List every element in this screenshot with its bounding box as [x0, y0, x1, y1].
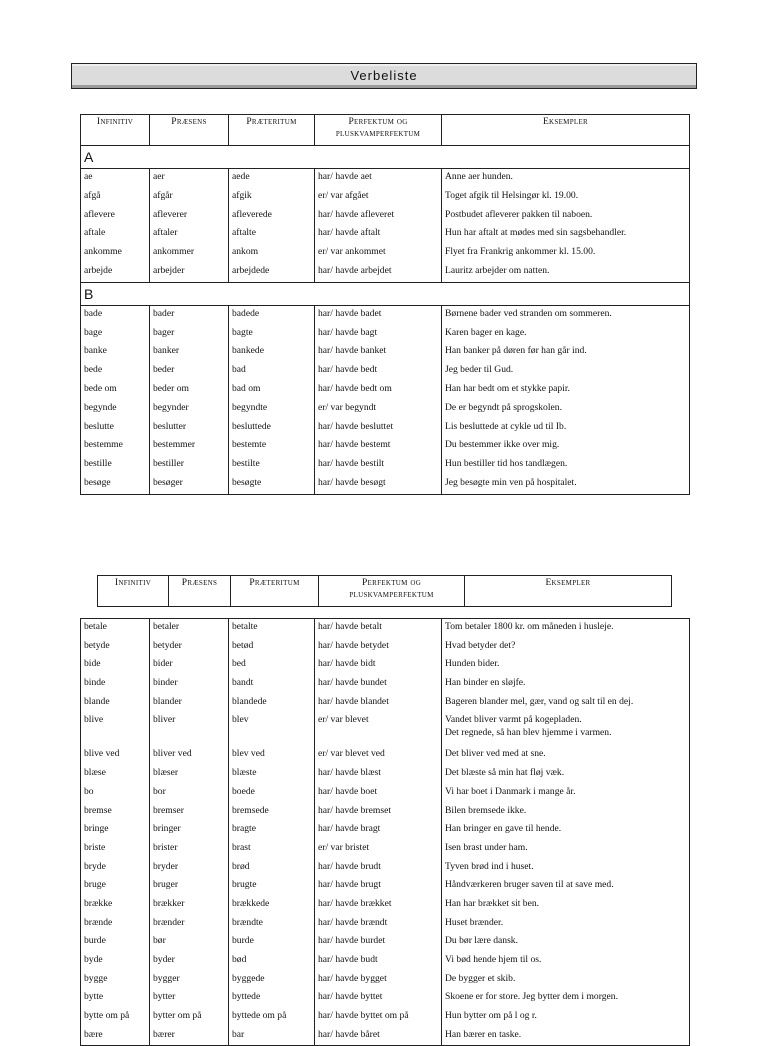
cell-praeteritum: aede [229, 169, 315, 188]
cell-perfektum: har/ havde brugt [315, 877, 442, 896]
cell-eksempel: Hun har aftalt at mødes med sin sagsbehandler. [442, 225, 690, 244]
table-row [81, 933, 690, 952]
cell-praeteritum: brændte [229, 915, 315, 934]
cell-eksempel: Hun bestiller tid hos tandlægen. [442, 456, 690, 475]
cell-eksempel: Du bør lære dansk. [442, 933, 690, 952]
cell-infinitiv: brække [81, 896, 150, 915]
cell-infinitiv: bestemme [81, 437, 150, 456]
cell-eksempel: Tom betaler 1800 kr. om måneden i husleje. [442, 619, 690, 638]
cell-praesens: aer [150, 169, 229, 188]
cell-praesens: bestemmer [150, 437, 229, 456]
cell-infinitiv: bo [81, 784, 150, 803]
table-row [81, 877, 690, 896]
cell-eksempel: Karen bager en kage. [442, 325, 690, 344]
cell-praeteritum: boede [229, 784, 315, 803]
cell-eksempel: Det bliver ved med at sne. [442, 746, 690, 765]
cell-infinitiv: afgå [81, 188, 150, 207]
cell-perfektum: har/ havde betydet [315, 638, 442, 657]
cell-eksempel: Han har bedt om et stykke papir. [442, 381, 690, 400]
cell-perfektum: har/ havde betalt [315, 619, 442, 638]
cell-eksempel: Jeg besøgte min ven på hospitalet. [442, 475, 690, 494]
cell-eksempel: Lis besluttede at cykle ud til Ib. [442, 419, 690, 438]
cell-praesens: bruger [150, 877, 229, 896]
cell-perfektum: har/ havde bedt om [315, 381, 442, 400]
cell-infinitiv: betyde [81, 638, 150, 657]
section-row [81, 282, 690, 305]
table-row [81, 915, 690, 934]
table-row [81, 437, 690, 456]
cell-praesens: banker [150, 343, 229, 362]
header-eksempler: Eksempler [442, 115, 690, 146]
table-row [81, 1027, 690, 1046]
cell-praeteritum: badede [229, 305, 315, 324]
cell-praeteritum: bad [229, 362, 315, 381]
table-row [81, 225, 690, 244]
cell-perfektum: har/ havde budt [315, 952, 442, 971]
cell-perfektum: har/ havde blæst [315, 765, 442, 784]
cell-eksempel: Huset brænder. [442, 915, 690, 934]
cell-praesens: bider [150, 656, 229, 675]
cell-infinitiv: ae [81, 169, 150, 188]
cell-praesens: beslutter [150, 419, 229, 438]
table-body [81, 146, 690, 495]
cell-praeteritum: ankom [229, 244, 315, 263]
cell-infinitiv: ankomme [81, 244, 150, 263]
table-row [81, 169, 690, 188]
table-row [81, 712, 690, 746]
cell-praesens: ankommer [150, 244, 229, 263]
cell-infinitiv: bringe [81, 821, 150, 840]
cell-praesens: blæser [150, 765, 229, 784]
header-infinitiv: Infinitiv [98, 576, 169, 607]
section-letter: A [81, 146, 690, 169]
table-row [81, 381, 690, 400]
cell-perfektum: har/ havde brudt [315, 859, 442, 878]
cell-praeteritum: bandt [229, 675, 315, 694]
cell-perfektum: har/ havde aet [315, 169, 442, 188]
cell-praeteritum: betød [229, 638, 315, 657]
cell-infinitiv: betale [81, 619, 150, 638]
cell-praesens: besøger [150, 475, 229, 494]
table-row [81, 840, 690, 859]
header-praesens: Præsens [169, 576, 231, 607]
header-infinitiv: Infinitiv [81, 115, 150, 146]
cell-infinitiv: bruge [81, 877, 150, 896]
cell-infinitiv: beslutte [81, 419, 150, 438]
cell-praesens: afgår [150, 188, 229, 207]
cell-eksempel: Bilen bremsede ikke. [442, 803, 690, 822]
cell-eksempel: Han banker på døren før han går ind. [442, 343, 690, 362]
section-row [81, 146, 690, 169]
cell-praesens: bytter om på [150, 1008, 229, 1027]
cell-praeteritum: afgik [229, 188, 315, 207]
cell-eksempel: Lauritz arbejder om natten. [442, 263, 690, 282]
table-row [81, 475, 690, 494]
page-title-bar [71, 63, 697, 89]
cell-perfektum: har/ havde bidt [315, 656, 442, 675]
cell-infinitiv: bære [81, 1027, 150, 1046]
table-row [81, 896, 690, 915]
cell-perfektum: har/ havde byttet om på [315, 1008, 442, 1027]
cell-eksempel: Hvad betyder det? [442, 638, 690, 657]
cell-infinitiv: begynde [81, 400, 150, 419]
cell-eksempel: Bageren blander mel, gær, vand og salt til en dej. [442, 694, 690, 713]
cell-eksempel: Vi bød hende hjem til os. [442, 952, 690, 971]
table-row [81, 325, 690, 344]
cell-perfektum: har/ havde bundet [315, 675, 442, 694]
cell-praesens: bygger [150, 971, 229, 990]
cell-infinitiv: aflevere [81, 207, 150, 226]
cell-infinitiv: aftale [81, 225, 150, 244]
cell-perfektum: er/ var afgået [315, 188, 442, 207]
table-row [81, 456, 690, 475]
table-row [81, 305, 690, 324]
cell-eksempel: Tyven brød ind i huset. [442, 859, 690, 878]
cell-praesens: bestiller [150, 456, 229, 475]
cell-praeteritum: byggede [229, 971, 315, 990]
cell-praesens: bliver [150, 712, 229, 746]
cell-perfektum: er/ var begyndt [315, 400, 442, 419]
table-row [81, 656, 690, 675]
cell-perfektum: har/ havde banket [315, 343, 442, 362]
table-row [81, 971, 690, 990]
header-praeteritum: Præteritum [231, 576, 319, 607]
cell-praeteritum: blev [229, 712, 315, 746]
table-row [81, 746, 690, 765]
cell-praesens: brækker [150, 896, 229, 915]
cell-praesens: brænder [150, 915, 229, 934]
cell-praeteritum: blæste [229, 765, 315, 784]
cell-praeteritum: aftalte [229, 225, 315, 244]
cell-praeteritum: besluttede [229, 419, 315, 438]
cell-praeteritum: bankede [229, 343, 315, 362]
cell-perfektum: har/ havde bygget [315, 971, 442, 990]
cell-praeteritum: bestemte [229, 437, 315, 456]
cell-perfektum: har/ havde besøgt [315, 475, 442, 494]
cell-infinitiv: bage [81, 325, 150, 344]
cell-infinitiv: brænde [81, 915, 150, 934]
cell-infinitiv: byde [81, 952, 150, 971]
cell-perfektum: har/ havde bragt [315, 821, 442, 840]
cell-perfektum: er/ var blevet ved [315, 746, 442, 765]
cell-perfektum: har/ havde bestemt [315, 437, 442, 456]
cell-praesens: afleverer [150, 207, 229, 226]
cell-praeteritum: bad om [229, 381, 315, 400]
cell-infinitiv: bede om [81, 381, 150, 400]
cell-eksempel: Hun bytter om på l og r. [442, 1008, 690, 1027]
cell-praeteritum: afleverede [229, 207, 315, 226]
cell-perfektum: har/ havde arbejdet [315, 263, 442, 282]
cell-perfektum: har/ havde bremset [315, 803, 442, 822]
cell-praeteritum: bagte [229, 325, 315, 344]
cell-praeteritum: begyndte [229, 400, 315, 419]
table-row [81, 343, 690, 362]
cell-infinitiv: bestille [81, 456, 150, 475]
cell-perfektum: har/ havde bagt [315, 325, 442, 344]
cell-praeteritum: besøgte [229, 475, 315, 494]
cell-praesens: bryder [150, 859, 229, 878]
verb-table-a-b [80, 114, 690, 495]
table-row [81, 784, 690, 803]
cell-praeteritum: brast [229, 840, 315, 859]
cell-perfektum: har/ havde byttet [315, 989, 442, 1008]
cell-praeteritum: bragte [229, 821, 315, 840]
cell-perfektum: har/ havde afleveret [315, 207, 442, 226]
cell-perfektum: er/ var bristet [315, 840, 442, 859]
header-perfektum: Perfektum og pluskvamperfektum [315, 115, 442, 146]
cell-praesens: bringer [150, 821, 229, 840]
cell-eksempel: Jeg beder til Gud. [442, 362, 690, 381]
table-row [81, 207, 690, 226]
cell-eksempel: Flyet fra Frankrig ankommer kl. 15.00. [442, 244, 690, 263]
section-letter: B [81, 282, 690, 305]
cell-perfektum: har/ havde båret [315, 1027, 442, 1046]
table-row [81, 619, 690, 638]
table-row [81, 989, 690, 1008]
verb-table-continuation [80, 618, 690, 1046]
cell-praeteritum: brød [229, 859, 315, 878]
cell-praeteritum: bed [229, 656, 315, 675]
cell-infinitiv: bide [81, 656, 150, 675]
cell-perfektum: har/ havde bedt [315, 362, 442, 381]
table-row [81, 188, 690, 207]
table-row [81, 694, 690, 713]
cell-praeteritum: bar [229, 1027, 315, 1046]
cell-perfektum: er/ var blevet [315, 712, 442, 746]
cell-perfektum: har/ havde besluttet [315, 419, 442, 438]
cell-perfektum: er/ var ankommet [315, 244, 442, 263]
cell-infinitiv: arbejde [81, 263, 150, 282]
cell-perfektum: har/ havde blandet [315, 694, 442, 713]
cell-perfektum: har/ havde badet [315, 305, 442, 324]
cell-infinitiv: bade [81, 305, 150, 324]
cell-perfektum: har/ havde bestilt [315, 456, 442, 475]
cell-eksempel: Postbudet afleverer pakken til naboen. [442, 207, 690, 226]
header-praesens: Præsens [150, 115, 229, 146]
cell-praeteritum: bestilte [229, 456, 315, 475]
cell-perfektum: har/ havde brændt [315, 915, 442, 934]
table-row [81, 859, 690, 878]
cell-praesens: bør [150, 933, 229, 952]
cell-praeteritum: bremsede [229, 803, 315, 822]
cell-praesens: bremser [150, 803, 229, 822]
cell-praesens: beder om [150, 381, 229, 400]
cell-eksempel: Toget afgik til Helsingør kl. 19.00. [442, 188, 690, 207]
cell-infinitiv: blande [81, 694, 150, 713]
cell-praesens: byder [150, 952, 229, 971]
cell-praesens: bader [150, 305, 229, 324]
cell-praesens: blander [150, 694, 229, 713]
cell-perfektum: har/ havde boet [315, 784, 442, 803]
cell-praesens: bytter [150, 989, 229, 1008]
cell-praesens: bliver ved [150, 746, 229, 765]
cell-eksempel: Du bestemmer ikke over mig. [442, 437, 690, 456]
cell-eksempel: Han bærer en taske. [442, 1027, 690, 1046]
verb-table-header-repeat [97, 575, 672, 607]
cell-praesens: brister [150, 840, 229, 859]
cell-praesens: binder [150, 675, 229, 694]
cell-eksempel: Anne aer hunden. [442, 169, 690, 188]
cell-praeteritum: bød [229, 952, 315, 971]
cell-eksempel: Han har brækket sit ben. [442, 896, 690, 915]
table-row [81, 675, 690, 694]
cell-praesens: arbejder [150, 263, 229, 282]
cell-infinitiv: bryde [81, 859, 150, 878]
header-row [81, 115, 690, 146]
table-row [81, 263, 690, 282]
cell-eksempel: Vi har boet i Danmark i mange år. [442, 784, 690, 803]
table-row [81, 400, 690, 419]
cell-infinitiv: binde [81, 675, 150, 694]
table-row [81, 638, 690, 657]
table-row [81, 362, 690, 381]
cell-praeteritum: brækkede [229, 896, 315, 915]
cell-praesens: begynder [150, 400, 229, 419]
cell-praeteritum: burde [229, 933, 315, 952]
cell-infinitiv: briste [81, 840, 150, 859]
cell-infinitiv: burde [81, 933, 150, 952]
cell-infinitiv: bremse [81, 803, 150, 822]
cell-infinitiv: bede [81, 362, 150, 381]
table-row [81, 419, 690, 438]
cell-eksempel: Børnene bader ved stranden om sommeren. [442, 305, 690, 324]
header-praeteritum: Præteritum [229, 115, 315, 146]
cell-infinitiv: besøge [81, 475, 150, 494]
cell-praesens: bager [150, 325, 229, 344]
cell-praeteritum: blev ved [229, 746, 315, 765]
header-perfektum: Perfektum og pluskvamperfektum [319, 576, 465, 607]
table-row [81, 821, 690, 840]
cell-infinitiv: bytte [81, 989, 150, 1008]
cell-praeteritum: blandede [229, 694, 315, 713]
cell-infinitiv: blive [81, 712, 150, 746]
cell-perfektum: har/ havde aftalt [315, 225, 442, 244]
cell-praesens: betyder [150, 638, 229, 657]
cell-perfektum: har/ havde burdet [315, 933, 442, 952]
cell-eksempel: De er begyndt på sprogskolen. [442, 400, 690, 419]
cell-infinitiv: bygge [81, 971, 150, 990]
cell-perfektum: har/ havde brækket [315, 896, 442, 915]
cell-infinitiv: blive ved [81, 746, 150, 765]
cell-praeteritum: brugte [229, 877, 315, 896]
cell-praesens: betaler [150, 619, 229, 638]
cell-praeteritum: byttede [229, 989, 315, 1008]
table-row [81, 765, 690, 784]
table-row [81, 803, 690, 822]
cell-eksempel: Håndværkeren bruger saven til at save med. [442, 877, 690, 896]
cell-eksempel: Hunden bider. [442, 656, 690, 675]
cell-eksempel: Skoene er for store. Jeg bytter dem i morgen. [442, 989, 690, 1008]
cell-eksempel: Det blæste så min hat fløj væk. [442, 765, 690, 784]
cell-eksempel: Isen brast under ham. [442, 840, 690, 859]
cell-eksempel: Vandet bliver varmt på kogepladen. Det regnede, så han blev hjemme i varmen. [442, 712, 690, 746]
cell-praeteritum: betalte [229, 619, 315, 638]
header-row [98, 576, 672, 607]
cell-praesens: bærer [150, 1027, 229, 1046]
table-row [81, 952, 690, 971]
cell-infinitiv: blæse [81, 765, 150, 784]
cell-praeteritum: arbejdede [229, 263, 315, 282]
table-body [81, 619, 690, 1046]
cell-eksempel: Han bringer en gave til hende. [442, 821, 690, 840]
cell-eksempel: De bygger et skib. [442, 971, 690, 990]
cell-eksempel: Han binder en sløjfe. [442, 675, 690, 694]
table-row [81, 244, 690, 263]
cell-praesens: beder [150, 362, 229, 381]
cell-infinitiv: banke [81, 343, 150, 362]
cell-praesens: aftaler [150, 225, 229, 244]
cell-praesens: bor [150, 784, 229, 803]
cell-infinitiv: bytte om på [81, 1008, 150, 1027]
cell-praeteritum: byttede om på [229, 1008, 315, 1027]
header-eksempler: Eksempler [465, 576, 672, 607]
page-title: Verbeliste [350, 68, 418, 83]
